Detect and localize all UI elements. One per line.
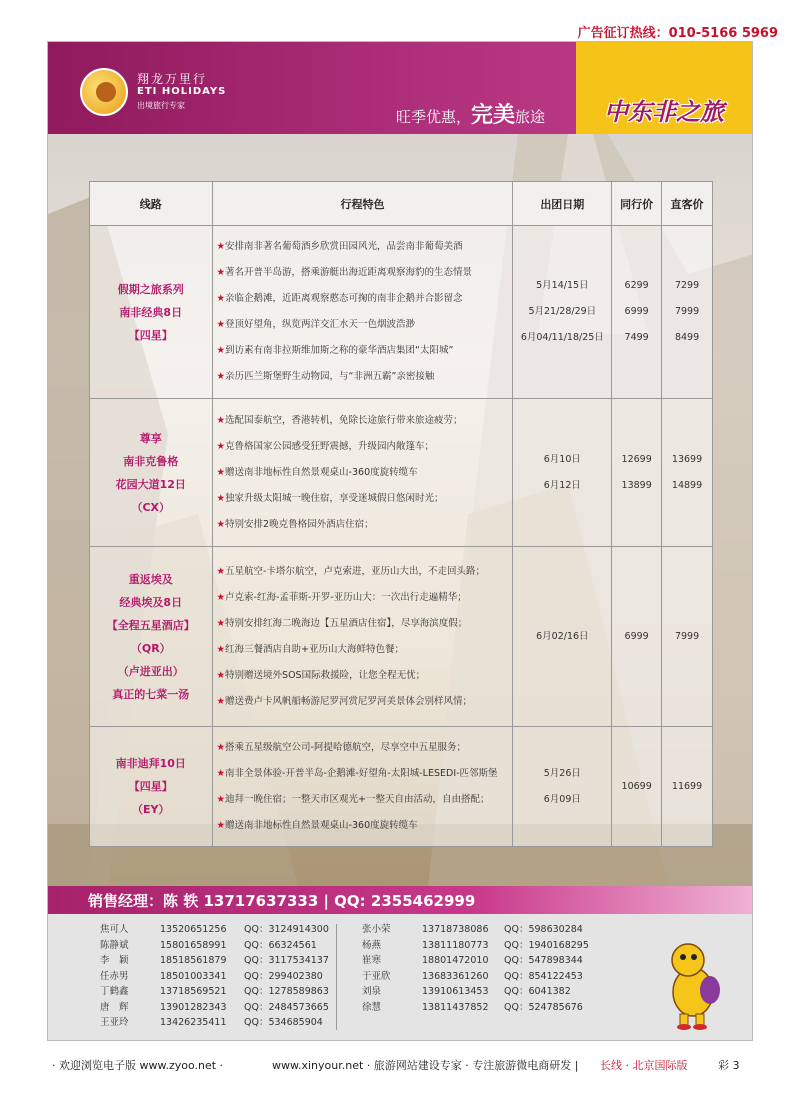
sales-manager-bar: 销售经理：陈 轶 13717637333 | QQ: 2355462999	[48, 886, 753, 914]
feature-item: ★赠送南非地标性自然景观桌山-360度旋转缆车	[216, 466, 418, 478]
contacts-right-qq	[504, 922, 589, 1015]
contact-qq: QQ：524785676	[504, 1001, 583, 1013]
contact-qq: QQ：2484573665	[244, 1001, 329, 1013]
theme-title: 中东非之旅	[604, 98, 724, 126]
dragon-mascot-icon	[658, 932, 728, 1032]
route-line: 经典埃及8日	[119, 595, 183, 609]
date-item: 6月10日	[543, 453, 581, 465]
contact-name: 于亚欣	[362, 970, 391, 982]
feature-item: ★搭乘五星级航空公司-阿提哈德航空，尽享空中五星服务；	[216, 741, 466, 753]
contact-qq: QQ：534685904	[244, 1017, 323, 1028]
contact-name: 杨燕	[362, 939, 382, 951]
route-line: 【全程五星酒店】	[106, 618, 195, 632]
contact-phone: 13811437852	[422, 1001, 489, 1013]
contact-qq: QQ：1278589863	[244, 986, 329, 997]
header-retail-price: 直客价	[662, 182, 713, 226]
price-item: 14899	[671, 479, 703, 491]
feature-item: ★特别安排红海二晚海边【五星酒店住宿】，尽享海滨度假；	[216, 617, 468, 629]
contact-name: 王亚玲	[100, 1017, 129, 1028]
contacts-left-phones	[160, 922, 227, 1031]
feature-item: ★五星航空-卡塔尔航空，卢克索进，亚历山大出，不走回头路；	[216, 565, 485, 577]
route-name	[90, 226, 213, 399]
contact-qq: QQ：854122453	[504, 970, 583, 982]
retail-prices	[662, 226, 713, 399]
slogan-post: 旅途	[515, 108, 546, 126]
contact-phone: 13520651256	[160, 924, 227, 935]
price-item: 7499	[624, 332, 649, 343]
departure-dates	[513, 399, 612, 547]
page-number: 彩 3	[718, 1059, 740, 1072]
feature-item: ★卢克索-红海-孟菲斯-开罗-亚历山大：一次出行走遍精华；	[216, 591, 467, 603]
contact-phone: 18518561879	[160, 955, 227, 966]
contacts-left-qq	[244, 922, 329, 1031]
contact-name: 崔寒	[362, 955, 382, 966]
contact-qq: QQ：547898344	[504, 955, 583, 966]
contact-phone: 13811180773	[422, 939, 489, 951]
contact-name: 丁鹤鑫	[100, 986, 129, 997]
contact-name: 张小荣	[362, 924, 391, 935]
route-line: 南非经典8日	[119, 305, 183, 319]
price-item: 6999	[624, 630, 649, 642]
feature-item: ★登顶好望角，纵览两洋交汇水天一色烟波浩渺	[216, 319, 416, 330]
contacts-left-names	[100, 922, 129, 1031]
feature-item: ★特别赠送境外SOS国际救援险，让您全程无忧；	[216, 669, 426, 681]
departure-dates	[513, 226, 612, 399]
table-header-row	[90, 182, 713, 226]
header-route: 线路	[90, 182, 213, 226]
price-item: 8499	[674, 332, 700, 343]
contact-phone: 13910613453	[422, 986, 489, 997]
table-row	[90, 727, 713, 847]
contact-phone: 13718569521	[160, 986, 227, 997]
feature-item: ★克鲁格国家公园感受狂野震撼，升级园内敞篷车；	[216, 440, 435, 452]
price-item: 10699	[621, 780, 652, 792]
contact-name: 焦可人	[100, 924, 129, 935]
contact-name: 李 颖	[100, 955, 129, 966]
brand-name-en: ETI HOLIDAYS	[137, 86, 227, 97]
footer-edition: 长线 · 北京国际版	[600, 1059, 688, 1072]
price-item: 6299	[624, 280, 649, 291]
contact-qq: QQ：3124914300	[244, 924, 329, 935]
retail-prices	[662, 399, 713, 547]
background-image	[48, 134, 753, 886]
contact-phone: 13683361260	[422, 970, 489, 982]
contact-phone: 13718738086	[422, 924, 489, 935]
feature-item: ★南非全景体验-开普半岛-企鹅滩-好望角-太阳城-LESEDI-匹邻斯堡	[216, 767, 498, 779]
price-item: 12699	[621, 453, 652, 465]
route-name	[90, 727, 213, 847]
retail-prices	[662, 547, 713, 727]
route-features	[212, 399, 513, 547]
price-item: 13899	[621, 479, 652, 491]
routes-table	[89, 181, 713, 847]
contact-name: 陈静斌	[100, 939, 129, 951]
contact-name: 刘泉	[362, 986, 382, 997]
slogan	[396, 98, 545, 129]
feature-item: ★赠送费卢卡风帆船畅游尼罗河赏尼罗河美景体会别样风情；	[216, 695, 473, 707]
trade-prices	[612, 399, 662, 547]
price-item: 7999	[674, 630, 700, 642]
price-item: 7299	[674, 280, 700, 291]
feature-item: ★安排南非著名葡萄酒乡欣赏田园风光，品尝南非葡萄美酒	[216, 241, 463, 252]
contact-phone: 13901282343	[160, 1001, 227, 1013]
price-item: 7999	[674, 306, 700, 317]
route-line: 【四星】	[128, 780, 173, 793]
brand-name-cn: 翔龙万里行	[137, 72, 208, 86]
feature-item: ★特别安排2晚克鲁格园外酒店住宿；	[216, 518, 374, 530]
price-item: 13699	[671, 453, 703, 465]
contact-qq: QQ：598630284	[504, 924, 583, 935]
route-line: 尊享	[139, 431, 162, 445]
route-features	[212, 226, 513, 399]
hotline: 广告征订热线：010-5166 5969	[577, 26, 778, 41]
header-features: 行程特色	[212, 182, 513, 226]
trade-prices	[612, 727, 662, 847]
contact-phone: 18501003341	[160, 970, 227, 982]
header-banner	[48, 42, 753, 134]
route-name	[90, 547, 213, 727]
table-row	[90, 399, 713, 547]
footer	[0, 1057, 800, 1079]
poster-frame	[47, 41, 753, 1041]
retail-prices	[662, 727, 713, 847]
date-item: 6月09日	[543, 793, 581, 805]
date-item: 6月02/16日	[536, 630, 589, 642]
date-item: 5月26日	[543, 767, 581, 779]
departure-dates	[513, 727, 612, 847]
route-line: 重返埃及	[128, 572, 173, 586]
price-item: 11699	[671, 780, 703, 792]
departure-dates	[513, 547, 612, 727]
feature-item: ★红海三餐酒店自助+亚历山大海鲜特色餐；	[216, 643, 405, 655]
feature-item: ★独家升级太阳城一晚住宿，享受迷城假日悠闲时光；	[216, 492, 444, 504]
date-item: 5月14/15日	[536, 280, 589, 291]
contacts-panel	[48, 914, 753, 1041]
contact-qq: QQ：6041382	[504, 986, 571, 997]
contact-qq: QQ：3117534137	[244, 955, 329, 966]
date-item: 5月21/28/29日	[528, 306, 597, 317]
feature-item: ★亲历匹兰斯堡野生动物园，与“非洲五霸”亲密接触	[216, 371, 435, 382]
slogan-emphasis: 完美	[471, 103, 516, 128]
route-line: 假期之旅系列	[117, 282, 184, 296]
route-line: 真正的七菜一汤	[112, 687, 190, 701]
route-line: （EY）	[132, 803, 170, 816]
slogan-pre: 旺季优惠，	[396, 108, 472, 126]
table-row	[90, 226, 713, 399]
route-line: （QR）	[130, 641, 171, 655]
trade-prices	[612, 547, 662, 727]
contact-name: 徐慧	[362, 1001, 382, 1013]
feature-item: ★到访素有南非拉斯维加斯之称的豪华酒店集团“太阳城”	[216, 345, 454, 356]
route-line: 花园大道12日	[115, 477, 186, 491]
route-line: （卢进亚出）	[117, 664, 184, 678]
contact-phone: 18801472010	[422, 955, 489, 966]
feature-item: ★选配国泰航空，香港转机，免除长途旅行带来旅途疲劳；	[216, 414, 463, 426]
contacts-right-names	[362, 922, 391, 1015]
contact-qq: QQ：299402380	[244, 970, 323, 982]
price-item: 6999	[624, 306, 649, 317]
feature-item: ★著名开普半岛游，搭乘游艇出海近距离观察海豹的生态情景	[216, 267, 473, 278]
feature-item: ★赠送南非地标性自然景观桌山-360度旋转缆车	[216, 819, 418, 831]
route-line: 南非克鲁格	[123, 454, 179, 468]
header-trade-price: 同行价	[612, 182, 662, 226]
footer-mid: www.xinyour.net · 旅游网站建设专家 · 专注旅游微电商研发 |	[272, 1059, 579, 1072]
contacts-right-phones	[422, 922, 489, 1015]
route-line: 南非迪拜10日	[115, 757, 186, 770]
contact-qq: QQ：1940168295	[504, 939, 589, 951]
header-dates: 出团日期	[513, 182, 612, 226]
table-row	[90, 547, 713, 727]
route-line: 【四星】	[128, 328, 173, 342]
contact-phone: 15801658991	[160, 939, 227, 951]
feature-item: ★迪拜一晚住宿；一整天市区观光+一整天自由活动，自由搭配；	[216, 793, 490, 805]
contact-qq: QQ：66324561	[244, 939, 317, 951]
contact-phone: 13426235411	[160, 1017, 227, 1028]
trade-prices	[612, 226, 662, 399]
contact-name: 任赤男	[100, 970, 129, 982]
date-item: 6月12日	[543, 479, 581, 491]
contacts-divider	[336, 924, 337, 1030]
footer-left: · 欢迎浏览电子版 www.zyoo.net ·	[52, 1059, 224, 1072]
route-features	[212, 727, 513, 847]
route-line: （CX）	[131, 500, 171, 514]
route-features	[212, 547, 513, 727]
brand-logo	[80, 68, 128, 116]
contact-name: 唐 辉	[100, 1001, 129, 1013]
date-item: 6月04/11/18/25日	[520, 332, 604, 343]
feature-item: ★亲临企鹅滩，近距离观察憨态可掬的南非企鹅并合影留念	[216, 293, 463, 304]
brand-subtitle: 出境旅行专家	[137, 101, 185, 110]
route-name	[90, 399, 213, 547]
